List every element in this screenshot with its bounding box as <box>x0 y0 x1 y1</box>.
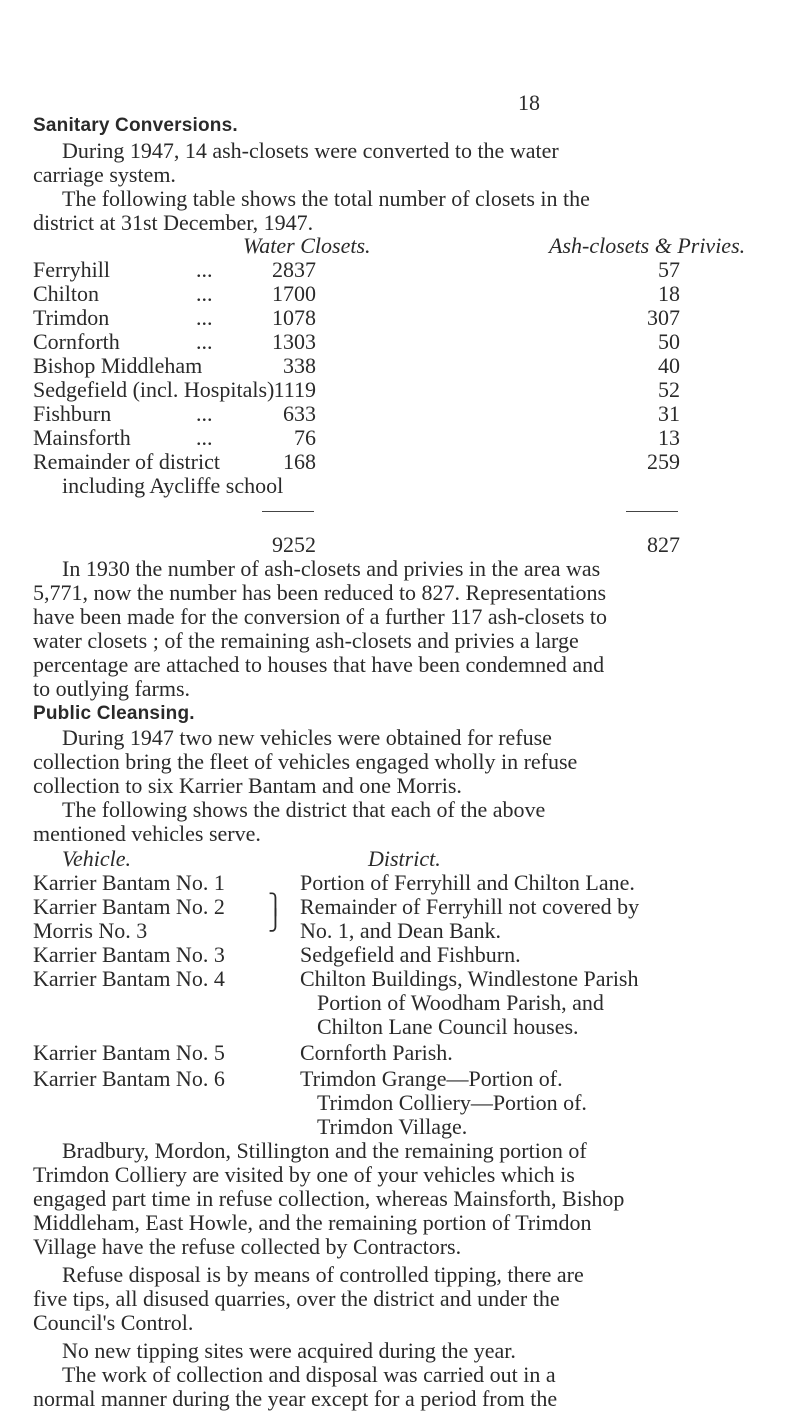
paragraph-line: district at 31st December, 1947. <box>33 210 314 235</box>
leader-dots: ... <box>196 425 213 450</box>
page-number: 18 <box>518 90 540 115</box>
vehicle-district: Sedgefield and Fishburn. <box>300 942 521 967</box>
paragraph-line: mentioned vehicles serve. <box>33 821 261 846</box>
ash-closets-value: 31 <box>658 401 680 426</box>
vehicle-district: Trimdon Grange—Portion of. <box>300 1066 563 1091</box>
paragraph-line: engaged part time in refuse collection, whereas Mainsforth, Bishop <box>33 1186 625 1211</box>
paragraph-line: Trimdon Colliery are visited by one of your vehicles which is <box>33 1162 575 1187</box>
leader-dots: ... <box>196 329 213 354</box>
ash-closets-value: 57 <box>658 257 680 282</box>
paragraph-line: water closets ; of the remaining ash-closets and privies a large <box>33 628 579 653</box>
paragraph-line: During 1947 two new vehicles were obtained for refuse <box>62 725 552 750</box>
leader-dots: ... <box>196 257 213 282</box>
water-closets-value: 1078 <box>272 305 316 330</box>
water-closets-value: 168 <box>283 449 316 474</box>
leader-dots: ... <box>196 305 213 330</box>
vehicle-district: Trimdon Village. <box>317 1114 468 1139</box>
ash-closets-value: 13 <box>658 425 680 450</box>
total-rule-ash <box>626 511 678 512</box>
paragraph-line: normal manner during the year except for a period from the <box>33 1386 558 1411</box>
district-name: Trimdon <box>33 305 110 330</box>
vehicle-name: Karrier Bantam No. 3 <box>33 942 225 967</box>
vehicle-district: No. 1, and Dean Bank. <box>300 918 502 943</box>
vehicle-district: Chilton Lane Council houses. <box>317 1014 579 1039</box>
column-header-ash-closets: Ash-closets & Privies. <box>549 233 746 258</box>
brace-bottom: ⎭ <box>268 910 283 932</box>
brace-top: ⎫ <box>268 894 283 916</box>
total-ash-closets: 827 <box>647 532 680 557</box>
paragraph-line: In 1930 the number of ash-closets and privies in the area was <box>62 556 601 581</box>
vehicle-name: Karrier Bantam No. 4 <box>33 966 225 991</box>
water-closets-value: 1303 <box>272 329 316 354</box>
paragraph-line: percentage are attached to houses that have been condemned and <box>33 652 605 677</box>
paragraph-line: carriage system. <box>33 162 176 187</box>
paragraph-line: collection bring the fleet of vehicles engaged wholly in refuse <box>33 749 578 774</box>
vehicle-district: Chilton Buildings, Windlestone Parish <box>300 966 639 991</box>
paragraph-line: Middleham, East Howle, and the remaining portion of Trimdon <box>33 1210 592 1235</box>
ash-closets-value: 40 <box>658 353 680 378</box>
vehicle-district: Cornforth Parish. <box>300 1040 453 1065</box>
paragraph-line: to outlying farms. <box>33 676 191 701</box>
water-closets-value: 1119 <box>273 377 316 402</box>
paragraph-line: 5,771, now the number has been reduced to 827. Representations <box>33 580 607 605</box>
district-name: Fishburn <box>33 401 112 426</box>
total-water-closets: 9252 <box>272 532 316 557</box>
district-name: Ferryhill <box>33 257 110 282</box>
paragraph-line: The following shows the district that each of the above <box>62 797 546 822</box>
column-header-district: District. <box>368 846 441 871</box>
vehicle-name: Karrier Bantam No. 6 <box>33 1066 225 1091</box>
ash-closets-value: 307 <box>647 305 680 330</box>
district-name: Bishop Middleham <box>33 353 203 378</box>
district-name: Mainsforth <box>33 425 131 450</box>
leader-dots: ... <box>196 281 213 306</box>
section-heading-public-cleansing: Public Cleansing. <box>33 703 195 724</box>
water-closets-value: 338 <box>283 353 316 378</box>
water-closets-value: 1700 <box>272 281 316 306</box>
water-closets-value: 76 <box>294 425 316 450</box>
vehicle-district: Remainder of Ferryhill not covered by <box>300 894 640 919</box>
ash-closets-value: 50 <box>658 329 680 354</box>
leader-dots: ... <box>196 401 213 426</box>
paragraph-line: five tips, all disused quarries, over the district and under the <box>33 1286 560 1311</box>
district-name: Cornforth <box>33 329 120 354</box>
paragraph-line: Bradbury, Mordon, Stillington and the remaining portion of <box>62 1138 587 1163</box>
column-header-water-closets: Water Closets. <box>243 233 371 258</box>
paragraph-line: The following table shows the total number of closets in the <box>62 186 590 211</box>
district-name: Remainder of district <box>33 449 220 474</box>
paragraph-line: The work of collection and disposal was carried out in a <box>62 1362 556 1387</box>
paragraph-line: have been made for the conversion of a further 117 ash-closets to <box>33 604 608 629</box>
vehicle-district: Portion of Woodham Parish, and <box>317 990 604 1015</box>
paragraph-line: No new tipping sites were acquired during the year. <box>62 1338 516 1363</box>
paragraph-line: collection to six Karrier Bantam and one Morris. <box>33 773 462 798</box>
paragraph-line: Council's Control. <box>33 1310 194 1335</box>
water-closets-value: 633 <box>283 401 316 426</box>
section-heading-sanitary-conversions: Sanitary Conversions. <box>33 115 238 136</box>
vehicle-district: Portion of Ferryhill and Chilton Lane. <box>300 870 635 895</box>
vehicle-name: Morris No. 3 <box>33 918 148 943</box>
paragraph-line: Village have the refuse collected by Contractors. <box>33 1234 462 1259</box>
total-rule-water <box>262 511 314 512</box>
paragraph-line: During 1947, 14 ash-closets were converted to the water <box>62 138 559 163</box>
vehicle-name: Karrier Bantam No. 5 <box>33 1040 225 1065</box>
water-closets-value: 2837 <box>272 257 316 282</box>
ash-closets-value: 259 <box>647 449 680 474</box>
remainder-note: including Aycliffe school <box>62 473 284 498</box>
vehicle-district: Trimdon Colliery—Portion of. <box>317 1090 587 1115</box>
district-name: Chilton <box>33 281 100 306</box>
ash-closets-value: 18 <box>658 281 680 306</box>
vehicle-name: Karrier Bantam No. 1 <box>33 870 225 895</box>
vehicle-name: Karrier Bantam No. 2 <box>33 894 225 919</box>
ash-closets-value: 52 <box>658 377 680 402</box>
district-name: Sedgefield (incl. Hospitals) <box>33 377 275 402</box>
paragraph-line: Refuse disposal is by means of controlled tipping, there are <box>62 1262 584 1287</box>
column-header-vehicle: Vehicle. <box>62 846 132 871</box>
